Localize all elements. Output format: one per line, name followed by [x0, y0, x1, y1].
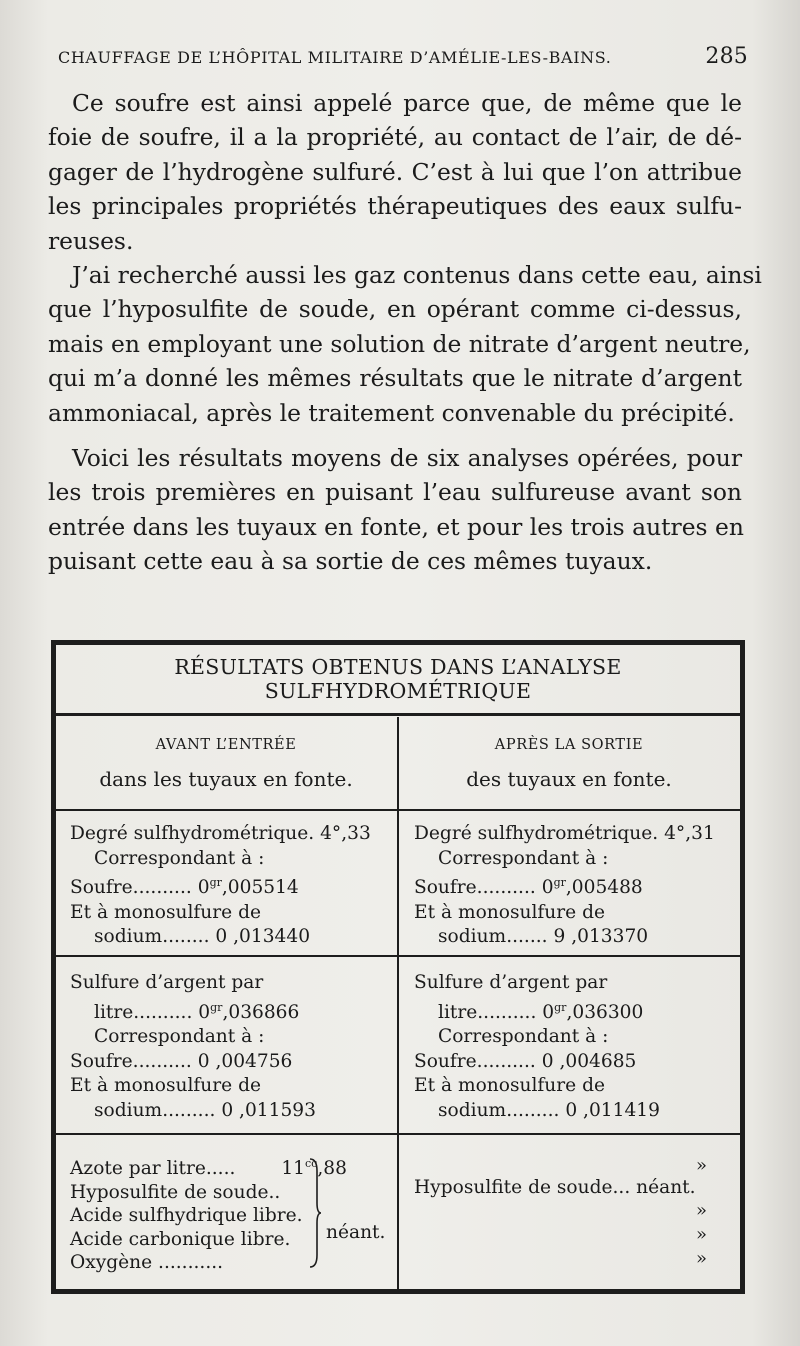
ditto-mark: »: [696, 1200, 708, 1221]
text-line: les principales propriétés thérapeutiques des eaux sulfu-: [48, 192, 742, 221]
label: Azote par litre.....: [70, 1158, 236, 1179]
text-line: mais en employant une solution de nitrate d’argent neutre,: [48, 329, 751, 358]
label: Et à monosulfure de: [414, 1075, 605, 1096]
label: Correspondant à :: [94, 1026, 265, 1047]
text-line: entrée dans les tuyaux en fonte, et pour les trois autres en: [48, 512, 744, 541]
label: litre..........: [94, 1001, 193, 1023]
left-header-main: AVANT L’ENTRÉE: [155, 737, 297, 753]
left-column-header: [56, 737, 396, 791]
label: Correspondant à :: [438, 1026, 609, 1047]
label: Acide carbonique libre.: [70, 1228, 291, 1250]
label: litre..........: [438, 1001, 537, 1023]
label: Sulfure d’argent par: [414, 972, 608, 993]
value: 0 ,004685: [541, 1050, 637, 1072]
text-line: Voici les résultats moyens de six analyses opérées, pour: [72, 444, 742, 472]
text-line: foie de soufre, il a la propriété, au contact de l’air, de dé-: [48, 123, 742, 152]
value: 9 ,013370: [553, 926, 649, 947]
label: Soufre..........: [70, 877, 192, 898]
label: Oxygène ...........: [70, 1252, 224, 1273]
right-header-sub: des tuyaux en fonte.: [466, 767, 672, 791]
label: Et à monosulfure de: [414, 901, 605, 923]
text-line: que l’hyposulfite de soude, en opérant comme ci-dessus,: [48, 295, 742, 324]
text-line: ammoniacal, après le traitement convenable du précipité.: [48, 398, 735, 427]
label: Correspondant à :: [94, 847, 265, 869]
label: sodium.........: [438, 1099, 560, 1121]
text-line: Ce soufre est ainsi appelé parce que, de même que le: [72, 89, 742, 117]
text-line: puisant cette eau à sa sortie de ces mêmes tuyaux.: [48, 547, 653, 576]
label: Soufre..........: [414, 877, 536, 898]
value: 4°,31: [664, 823, 715, 844]
left-header-sub: dans les tuyaux en fonte.: [99, 767, 353, 791]
results-table: [51, 640, 745, 1294]
left-block-2: [70, 971, 316, 1123]
right-block-1: [414, 822, 715, 950]
text-line: les trois premières en puisant l’eau sulfureuse avant son: [48, 478, 742, 507]
table-rule: [56, 955, 740, 957]
value: 0 ,011593: [221, 1099, 316, 1121]
paragraph-1: [48, 86, 742, 258]
value: $0^{gr},005488$: [541, 876, 643, 898]
text-line: J’ai recherché aussi les gaz contenus dans cette eau, ainsi: [72, 261, 762, 289]
left-block-3: [70, 1152, 347, 1275]
right-block-2: [414, 971, 660, 1123]
value: 0 ,013440: [215, 926, 311, 947]
value: $11^{cc},88$: [281, 1157, 347, 1179]
table-title: RÉSULTATS OBTENUS DANS L’ANALYSE SULFHYDROMÉTRIQUE: [174, 655, 622, 703]
label: Hyposulfite de soude..: [70, 1181, 281, 1203]
left-block-1: [70, 822, 371, 950]
ditto-mark: »: [696, 1248, 708, 1269]
paragraph-2: [48, 258, 762, 430]
page-number: 285: [705, 44, 748, 69]
value: 0 ,011419: [565, 1099, 660, 1121]
label: Sulfure d’argent par: [70, 972, 264, 993]
table-rule: [56, 809, 740, 811]
label: Soufre..........: [414, 1050, 536, 1072]
neant-value: néant.: [326, 1222, 386, 1243]
value: $0^{gr},036866$: [198, 1000, 300, 1023]
right-hyposulfite: Hyposulfite de soude... néant.: [414, 1177, 696, 1198]
text-line: qui m’a donné les mêmes résultats que le nitrate d’argent: [48, 364, 742, 393]
value: 4°,33: [320, 823, 371, 844]
label: sodium........: [94, 926, 210, 947]
brace-icon: [308, 1157, 322, 1269]
running-title: CHAUFFAGE DE L’HÔPITAL MILITAIRE D’AMÉLIE-LES-BAINS.: [58, 48, 612, 67]
label: Soufre..........: [70, 1050, 192, 1072]
label: Degré sulfhydrométrique.: [70, 823, 315, 844]
label: sodium.........: [94, 1099, 216, 1121]
label: Degré sulfhydrométrique.: [414, 823, 659, 844]
right-header-main: APRÈS LA SORTIE: [494, 737, 644, 753]
ditto-mark: »: [696, 1224, 708, 1245]
paragraph-3: [48, 441, 742, 579]
label: Et à monosulfure de: [70, 1075, 261, 1096]
ditto-mark: »: [696, 1155, 708, 1176]
text-line: gager de l’hydrogène sulfuré. C’est à lui que l’on attribue: [48, 157, 742, 186]
label: Correspondant à :: [438, 847, 609, 869]
table-rule: [56, 713, 740, 716]
value: $0^{gr},005514$: [197, 876, 299, 898]
label: sodium.......: [438, 926, 548, 947]
page-header: [58, 44, 748, 74]
value: $0^{gr},036300$: [542, 1000, 644, 1023]
label: Et à monosulfure de: [70, 901, 261, 923]
column-divider: [397, 717, 399, 1289]
table-rule: [56, 1133, 740, 1135]
label: Acide sulfhydrique libre.: [70, 1205, 303, 1226]
value: 0 ,004756: [197, 1050, 293, 1072]
right-column-header: [399, 737, 739, 791]
text-line: reuses.: [48, 226, 134, 255]
